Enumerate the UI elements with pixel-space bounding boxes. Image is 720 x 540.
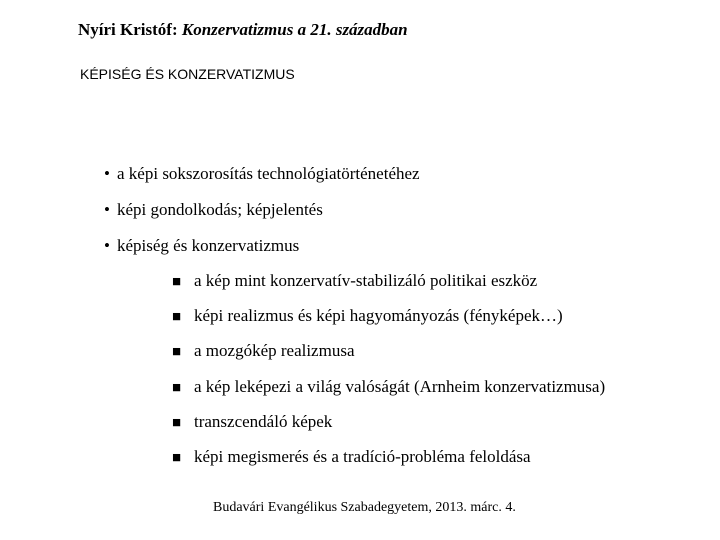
bullet-text: képi gondolkodás; képjelentés — [117, 200, 323, 219]
bullet-item — [104, 235, 420, 271]
sub-bullet-item — [172, 411, 605, 446]
square-bullet-icon: ■ — [172, 274, 182, 290]
square-bullet-icon: ■ — [172, 309, 182, 326]
bullet-text: képiség és konzervatizmus — [117, 236, 300, 255]
bullet-item — [104, 163, 420, 199]
work-title: Konzervatizmus a 21. században — [181, 20, 408, 39]
sub-bullet-text: a kép mint konzervatív-stabilizáló politikai eszköz — [194, 271, 538, 290]
sub-bullet-text: a kép leképezi a világ valóságát (Arnheim konzervatizmusa) — [194, 376, 606, 396]
bullet-item — [104, 199, 420, 235]
sub-bullet-item — [172, 376, 605, 411]
slide-footer: Budavári Evangélikus Szabadegyetem, 2013. márc. 4. — [213, 500, 516, 515]
sub-bullet-item — [172, 446, 605, 481]
author-name: Nyíri Kristóf: — [78, 20, 178, 39]
bullet-list — [104, 163, 420, 271]
sub-bullet-item — [172, 340, 605, 375]
square-bullet-icon: ■ — [172, 379, 182, 396]
sub-bullet-text: a mozgókép realizmusa — [194, 341, 355, 361]
bullet-dot-icon: • — [104, 236, 110, 255]
square-bullet-icon: ■ — [172, 344, 182, 361]
sub-bullet-list — [172, 270, 605, 481]
sub-bullet-text: képi megismerés és a tradíció-probléma feloldása — [194, 446, 531, 466]
sub-bullet-item — [172, 305, 605, 340]
slide-header — [78, 20, 408, 40]
sub-bullet-text: transzcendáló képek — [194, 411, 333, 431]
sub-bullet-item — [172, 270, 605, 305]
bullet-text: a képi sokszorosítás technológiatörténetéhez — [117, 164, 420, 183]
bullet-dot-icon: • — [104, 200, 110, 219]
sub-bullet-text: képi realizmus és képi hagyományozás (fényképek…) — [194, 306, 563, 326]
bullet-dot-icon: • — [104, 164, 110, 183]
section-title: KÉPISÉG ÉS KONZERVATIZMUS — [80, 66, 295, 82]
square-bullet-icon: ■ — [172, 414, 182, 431]
square-bullet-icon: ■ — [172, 449, 182, 466]
